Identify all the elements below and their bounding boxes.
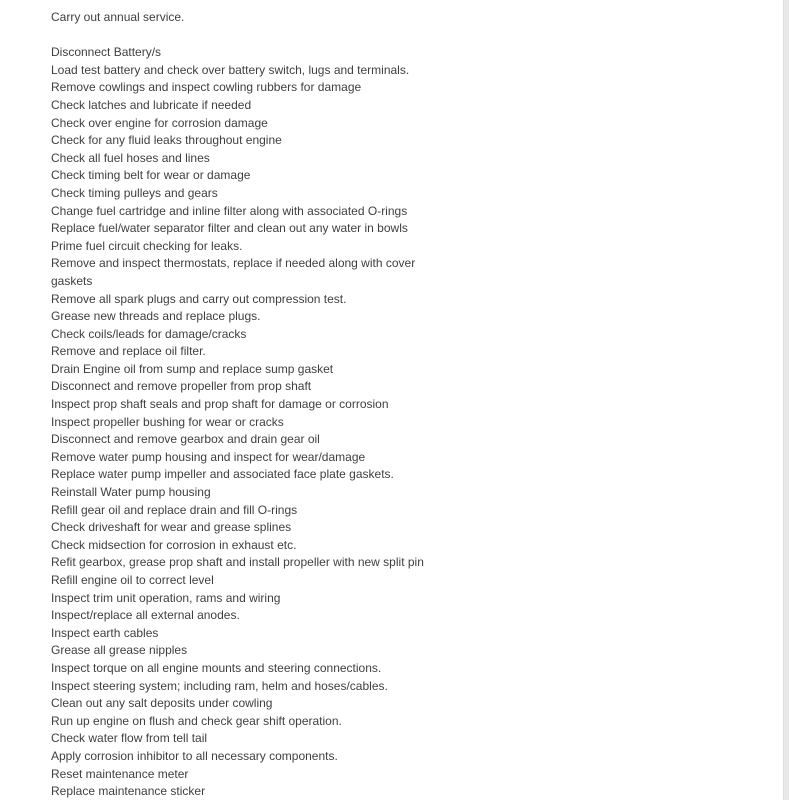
task-list-item: Disconnect and remove propeller from prop shaft	[51, 379, 312, 394]
task-list-item: Replace fuel/water separator filter and clean out any water in bowls	[51, 221, 408, 236]
task-list-item: Remove water pump housing and inspect for wear/damage	[51, 449, 366, 464]
task-list-item: Check all fuel hoses and lines	[51, 150, 210, 165]
task-list-item: Remove and inspect thermostats, replace if needed along with cover gaskets	[51, 256, 416, 288]
task-list-item: Replace water pump impeller and associated face plate gaskets.	[51, 467, 394, 482]
task-list-item: Disconnect Battery/s	[51, 45, 162, 60]
task-list-item: Reset maintenance meter	[51, 766, 189, 781]
task-list-item: Inspect torque on all engine mounts and steering connections.	[51, 660, 382, 675]
task-list-item: Clean out any salt deposits under cowling	[51, 696, 273, 711]
task-list-item: Prime fuel circuit checking for leaks.	[51, 238, 243, 253]
task-list-item: Refill gear oil and replace drain and fill O-rings	[51, 502, 298, 517]
task-list-item: Apply corrosion inhibitor to all necessary components.	[51, 748, 338, 763]
task-list-item: Inspect/replace all external anodes.	[51, 608, 240, 623]
task-list-item: Inspect propeller bushing for wear or cracks	[51, 414, 284, 429]
task-list-item	[51, 27, 441, 45]
task-list-item: Check coils/leads for damage/cracks	[51, 326, 247, 341]
task-list-item: Change fuel cartridge and inline filter along with associated O-rings	[51, 203, 408, 218]
task-list-item: Carry out annual service.	[51, 10, 185, 24]
task-list-item: Check latches and lubricate if needed	[51, 97, 252, 112]
task-list-item: Replace maintenance sticker	[51, 784, 206, 799]
task-list-item: Refit gearbox, grease prop shaft and install propeller with new split pin	[51, 555, 424, 570]
task-list-item: Check midsection for corrosion in exhaust etc.	[51, 537, 297, 552]
task-list-item: Disconnect and remove gearbox and drain gear oil	[51, 432, 320, 447]
task-list-item: Grease all grease nipples	[51, 643, 188, 658]
task-list-item: Load test battery and check over battery switch, lugs and terminals.	[51, 62, 410, 77]
task-list-item: Remove and replace oil filter.	[51, 344, 206, 359]
task-list-item: Inspect steering system; including ram, helm and hoses/cables.	[51, 678, 388, 693]
task-list-item: Remove cowlings and inspect cowling rubbers for damage	[51, 80, 362, 95]
task-list-item: Check for any fluid leaks throughout engine	[51, 133, 282, 148]
task-list-item: Inspect trim unit operation, rams and wiring	[51, 590, 281, 605]
task-list-item: Inspect prop shaft seals and prop shaft for damage or corrosion	[51, 397, 389, 412]
task-list	[51, 9, 441, 800]
task-list-item: Inspect earth cables	[51, 625, 159, 640]
task-list-item: Reinstall Water pump housing	[51, 485, 211, 500]
task-list-item: Remove all spark plugs and carry out compression test.	[51, 291, 347, 306]
task-list-item: Grease new threads and replace plugs.	[51, 309, 261, 324]
task-list-item: Check timing belt for wear or damage	[51, 168, 251, 183]
task-list-item: Drain Engine oil from sump and replace sump gasket	[51, 361, 334, 376]
task-list-item: Check driveshaft for wear and grease splines	[51, 520, 292, 535]
task-list-item: Run up engine on flush and check gear shift operation.	[51, 713, 342, 728]
task-list-item: Check timing pulleys and gears	[51, 185, 218, 200]
task-list-item: Check over engine for corrosion damage	[51, 115, 268, 130]
scrollbar-track[interactable]	[783, 0, 789, 800]
task-list-item: Check water flow from tell tail	[51, 731, 208, 746]
task-list-item: Refill engine oil to correct level	[51, 573, 214, 587]
